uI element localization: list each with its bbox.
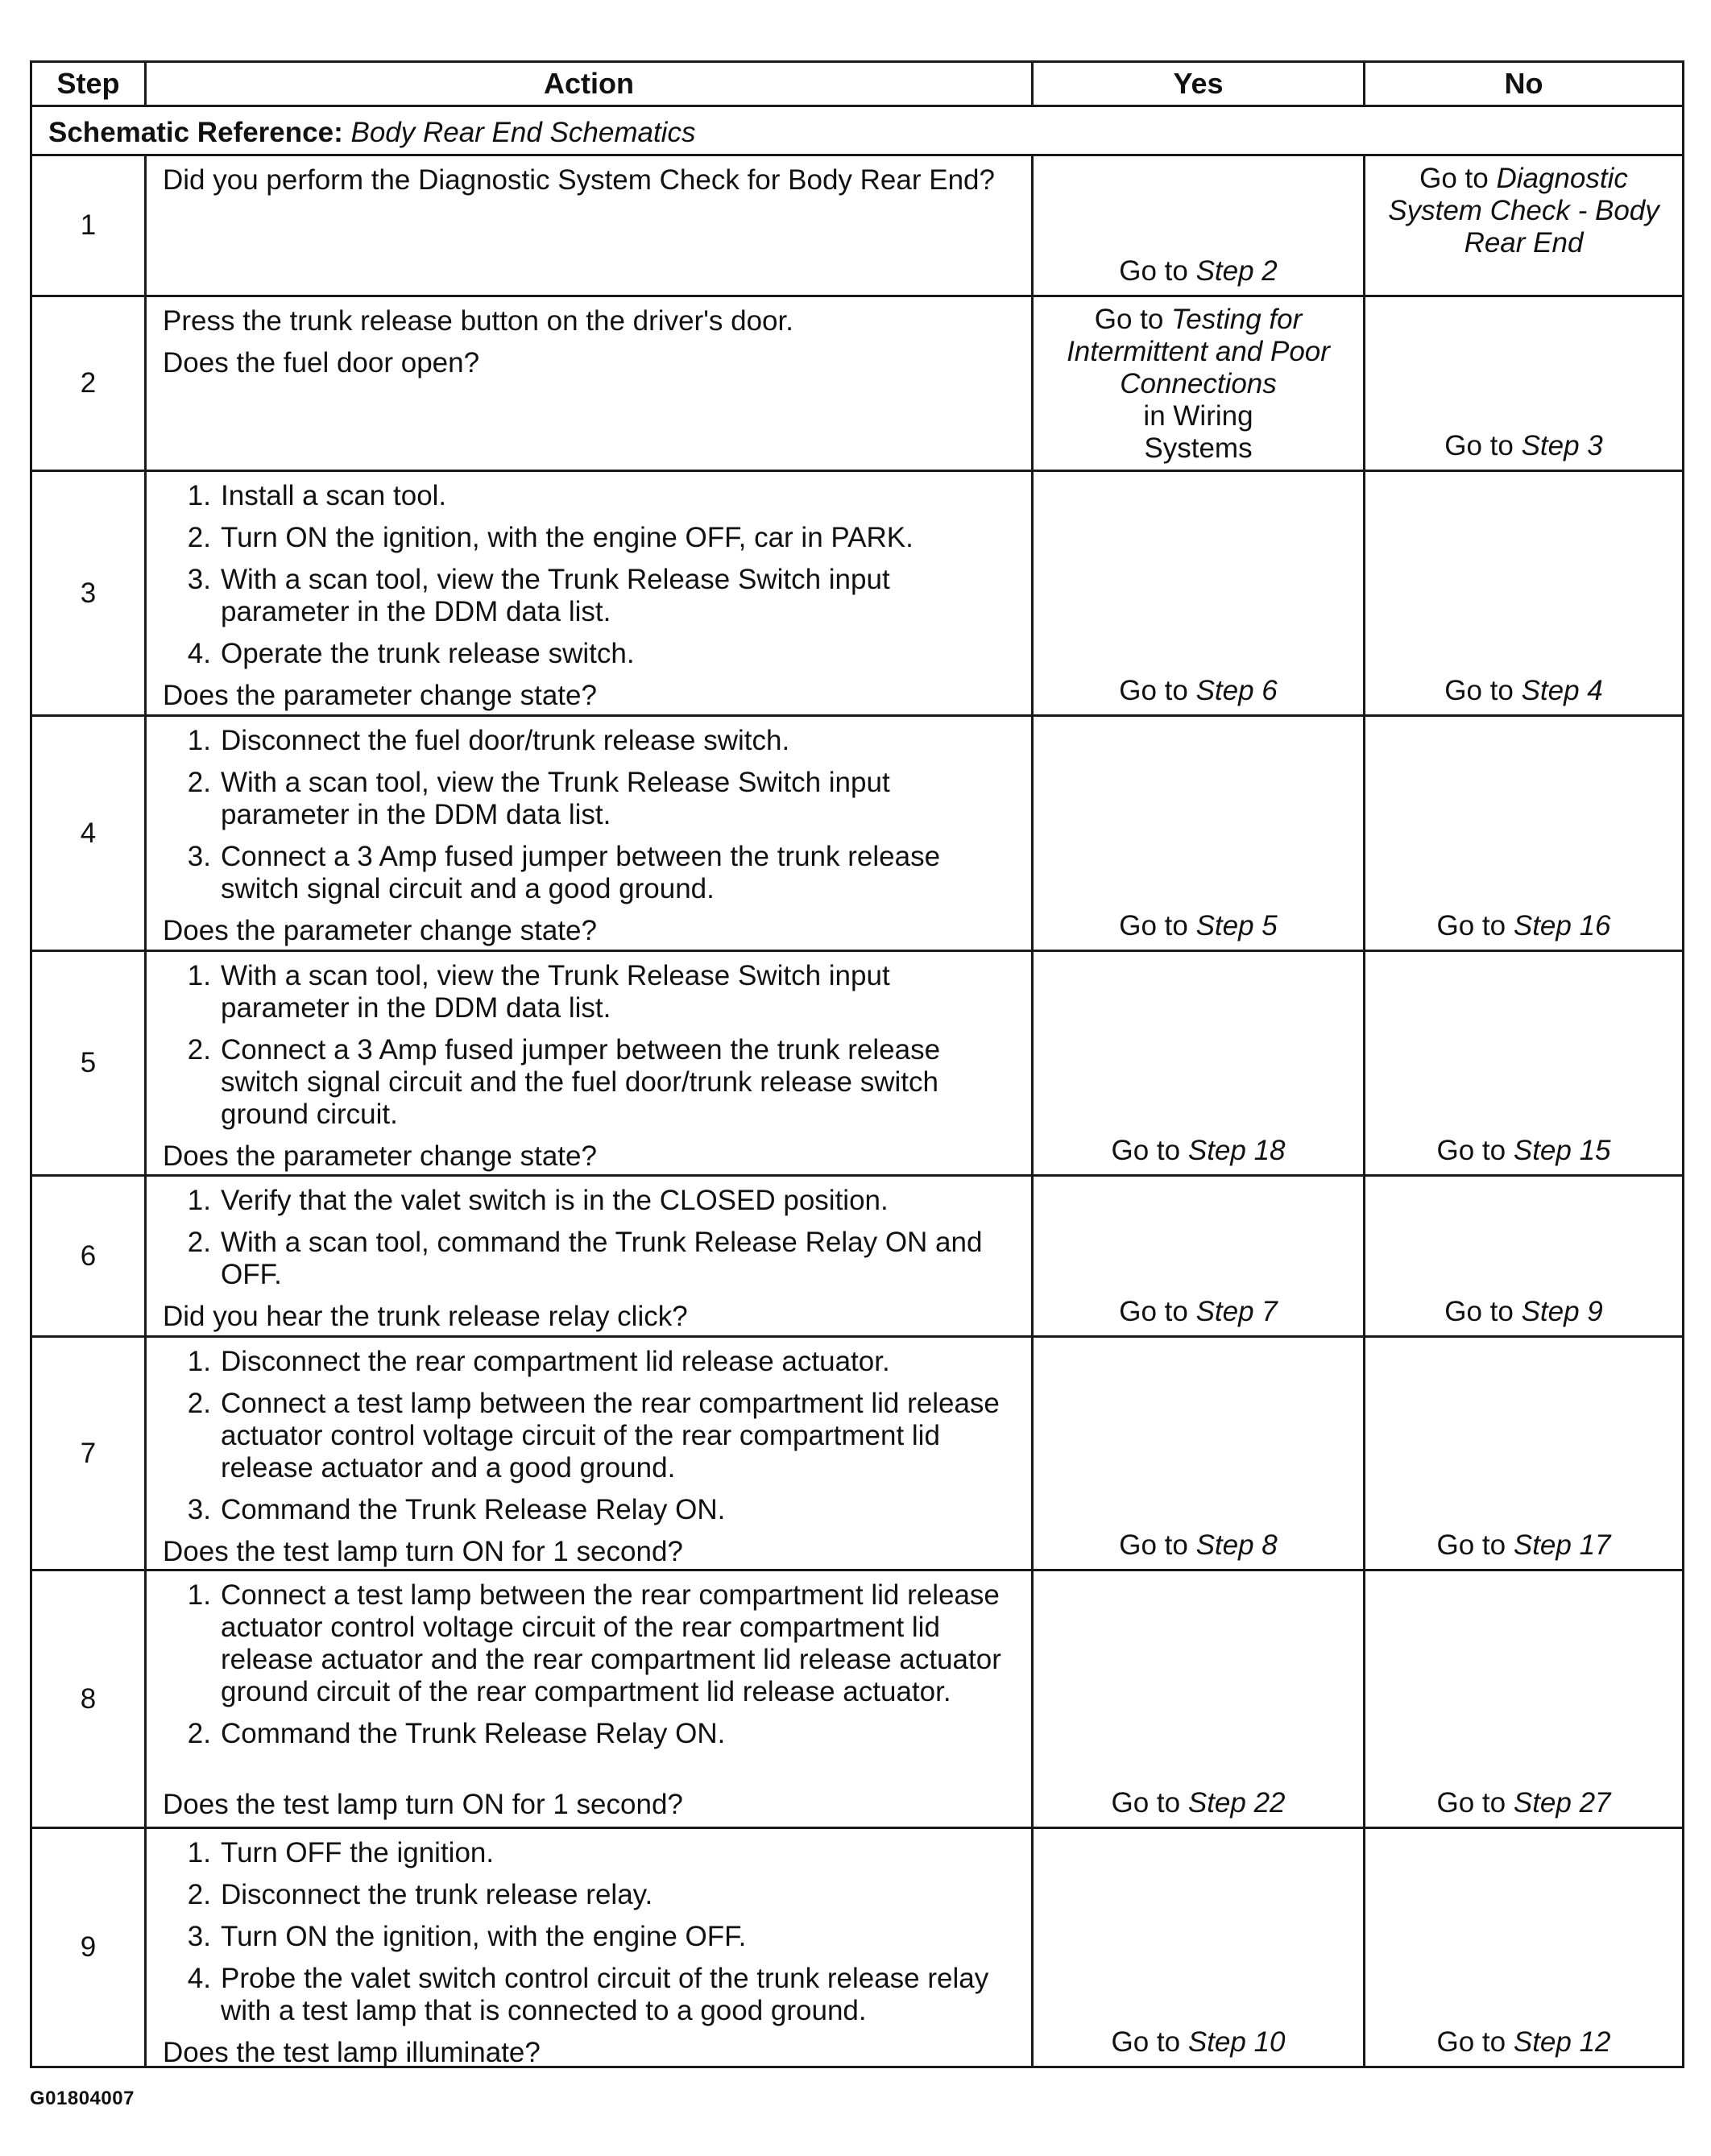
action-substep	[169, 1837, 1020, 1869]
no-outcome-cell	[1365, 1828, 1684, 2067]
yes-outcome-cell	[1033, 1828, 1365, 2067]
yes-outcome	[1042, 255, 1355, 288]
substep-text: Verify that the valet switch is in the CLOSED position.	[221, 1185, 889, 1216]
no-outcome-cell	[1365, 716, 1684, 951]
substep-text: Install a scan tool.	[221, 480, 447, 511]
goto-target-link[interactable]: Diagnostic System Check - Body Rear End	[1388, 163, 1659, 259]
action-substep	[169, 1185, 1020, 1217]
table-row	[31, 1828, 1684, 2067]
no-outcome	[1373, 2026, 1674, 2059]
action-substep	[169, 1579, 1020, 1708]
substep-text: Connect a 3 Amp fused jumper between the trunk release switch signal circuit and the fuel door/trunk release switch ground circuit.	[221, 1034, 941, 1130]
yes-outcome-cell	[1033, 1570, 1365, 1828]
no-outcome-cell	[1365, 1570, 1684, 1828]
action-substep	[169, 725, 1020, 757]
yes-outcome	[1042, 304, 1355, 465]
goto-target-link[interactable]: Step 4	[1521, 675, 1603, 706]
action-substep	[169, 638, 1020, 670]
no-outcome	[1373, 675, 1674, 707]
goto-target-link[interactable]: Step 8	[1195, 1529, 1278, 1561]
substep-text: With a scan tool, view the Trunk Release Switch input parameter in the DDM data list.	[221, 564, 890, 627]
substep-number: 4.	[187, 638, 211, 669]
table-header-row	[31, 62, 1684, 106]
yes-outcome	[1042, 1296, 1355, 1328]
goto-target-link[interactable]: Step 27	[1513, 1787, 1611, 1819]
goto-suffix: in Wiring Systems	[1143, 400, 1253, 464]
action-question: Does the parameter change state?	[163, 915, 597, 946]
action-cell	[146, 951, 1033, 1176]
table-row	[31, 1176, 1684, 1337]
substep-text: Operate the trunk release switch.	[221, 638, 635, 669]
no-outcome	[1373, 1296, 1674, 1328]
substep-text: With a scan tool, command the Trunk Release Relay ON and OFF.	[221, 1227, 983, 1290]
substep-text: Connect a test lamp between the rear compartment lid release actuator control voltage circuit of the rear compartment lid release actuator and a good ground.	[221, 1388, 1000, 1484]
action-substep	[169, 1963, 1020, 2027]
action-substep	[169, 841, 1020, 905]
no-outcome-cell	[1365, 951, 1684, 1176]
action-cell	[146, 1828, 1033, 2067]
action-cell	[146, 716, 1033, 951]
substep-number: 3.	[187, 1494, 211, 1525]
action-question: Does the test lamp turn ON for 1 second?	[163, 1789, 683, 1820]
action-question: Does the test lamp illuminate?	[163, 2037, 541, 2068]
substep-number: 1.	[187, 725, 211, 756]
goto-prefix: Go to	[1436, 2026, 1506, 2058]
goto-prefix: Go to	[1419, 163, 1489, 194]
substep-text: Turn ON the ignition, with the engine OFF, car in PARK.	[221, 522, 914, 553]
action-substep	[169, 767, 1020, 831]
goto-target-link[interactable]: Step 17	[1513, 1529, 1611, 1561]
substep-text: Command the Trunk Release Relay ON.	[221, 1718, 726, 1749]
action-substep	[169, 960, 1020, 1024]
no-outcome	[1373, 430, 1674, 462]
action-substep	[169, 1718, 1020, 1750]
goto-target-link[interactable]: Step 2	[1195, 255, 1278, 287]
substep-text: Connect a test lamp between the rear compartment lid release actuator control voltage circuit of the rear compartment lid release actuator and the rear compartment lid release actuator ground circuit of the rear compartment lid release actuator.	[221, 1579, 1001, 1707]
action-question: Does the parameter change state?	[163, 1140, 597, 1172]
substep-text: Turn ON the ignition, with the engine OFF.	[221, 1921, 747, 1952]
step-number: 4	[31, 716, 146, 951]
substep-number: 1.	[187, 960, 211, 991]
goto-target-link[interactable]: Step 5	[1195, 910, 1278, 941]
no-outcome-cell	[1365, 1176, 1684, 1337]
action-substep	[169, 1227, 1020, 1291]
step-number: 6	[31, 1176, 146, 1337]
table-row	[31, 951, 1684, 1176]
goto-prefix: Go to	[1444, 675, 1514, 706]
goto-prefix: Go to	[1444, 1296, 1514, 1327]
schematic-reference-link[interactable]: Body Rear End Schematics	[350, 117, 696, 148]
action-text: Did you perform the Diagnostic System Check for Body Rear End?	[163, 164, 995, 196]
yes-outcome	[1042, 2026, 1355, 2059]
goto-prefix: Go to	[1444, 430, 1514, 461]
goto-prefix: Go to	[1094, 304, 1164, 335]
action-substep	[169, 1388, 1020, 1484]
action-cell	[146, 1570, 1033, 1828]
goto-target-link[interactable]: Step 3	[1521, 430, 1603, 461]
substep-number: 2.	[187, 767, 211, 798]
no-outcome	[1373, 1135, 1674, 1167]
table-row	[31, 471, 1684, 716]
goto-prefix: Go to	[1436, 1529, 1506, 1561]
substep-text: Command the Trunk Release Relay ON.	[221, 1494, 726, 1525]
step-number: 3	[31, 471, 146, 716]
goto-prefix: Go to	[1119, 255, 1188, 287]
yes-outcome	[1042, 1787, 1355, 1819]
action-substep	[169, 1921, 1020, 1953]
action-cell	[146, 1337, 1033, 1570]
action-question: Does the parameter change state?	[163, 680, 597, 711]
action-cell	[146, 296, 1033, 471]
substep-number: 2.	[187, 1718, 211, 1749]
goto-prefix: Go to	[1111, 2026, 1181, 2058]
yes-outcome	[1042, 910, 1355, 942]
no-outcome-cell	[1365, 155, 1684, 296]
goto-target-link[interactable]: Step 6	[1195, 675, 1278, 706]
substep-text: With a scan tool, view the Trunk Release Switch input parameter in the DDM data list.	[221, 960, 890, 1024]
action-text: Does the fuel door open?	[163, 347, 480, 379]
substep-text: Connect a 3 Amp fused jumper between the trunk release switch signal circuit and a good ground.	[221, 841, 941, 904]
action-substep	[169, 1879, 1020, 1911]
step-number: 2	[31, 296, 146, 471]
goto-prefix: Go to	[1436, 910, 1506, 941]
figure-id: G01804007	[30, 2088, 135, 2109]
goto-target-link[interactable]: Step 15	[1513, 1135, 1611, 1166]
substep-text: Disconnect the trunk release relay.	[221, 1879, 653, 1910]
substep-number: 3.	[187, 564, 211, 595]
action-text: Press the trunk release button on the driver's door.	[163, 305, 793, 337]
substep-number: 1.	[187, 1837, 211, 1868]
yes-outcome-cell	[1033, 951, 1365, 1176]
table-row	[31, 716, 1684, 951]
header-no: No	[1365, 62, 1684, 106]
substep-text: Disconnect the fuel door/trunk release switch.	[221, 725, 790, 756]
goto-target-link[interactable]: Step 9	[1521, 1296, 1603, 1327]
step-number: 1	[31, 155, 146, 296]
goto-target-link[interactable]: Step 12	[1513, 2026, 1611, 2058]
table-row	[31, 1337, 1684, 1570]
goto-target-link[interactable]: Step 10	[1187, 2026, 1286, 2058]
substep-number: 1.	[187, 1346, 211, 1377]
no-outcome-cell	[1365, 471, 1684, 716]
table-row	[31, 296, 1684, 471]
substep-number: 4.	[187, 1963, 211, 1994]
substep-number: 1.	[187, 480, 211, 511]
yes-outcome	[1042, 1135, 1355, 1167]
step-number: 7	[31, 1337, 146, 1570]
goto-prefix: Go to	[1436, 1787, 1506, 1819]
yes-outcome-cell	[1033, 1176, 1365, 1337]
yes-outcome-cell	[1033, 1337, 1365, 1570]
goto-target-link[interactable]: Step 18	[1187, 1135, 1286, 1166]
header-yes: Yes	[1033, 62, 1365, 106]
goto-prefix: Go to	[1111, 1787, 1181, 1819]
schematic-reference-cell	[31, 106, 1684, 155]
action-question: Does the test lamp turn ON for 1 second?	[163, 1536, 683, 1567]
goto-target-link[interactable]: Step 7	[1195, 1296, 1278, 1327]
no-outcome-cell	[1365, 296, 1684, 471]
step-number: 5	[31, 951, 146, 1176]
step-number: 9	[31, 1828, 146, 2067]
no-outcome	[1373, 910, 1674, 942]
action-cell	[146, 1176, 1033, 1337]
goto-prefix: Go to	[1119, 910, 1188, 941]
table-row	[31, 1570, 1684, 1828]
substep-number: 1.	[187, 1185, 211, 1216]
substep-number: 1.	[187, 1579, 211, 1611]
goto-target-link[interactable]: Testing for Intermittent and Poor Connections	[1067, 304, 1330, 399]
yes-outcome-cell	[1033, 155, 1365, 296]
yes-outcome-cell	[1033, 471, 1365, 716]
schematic-reference-row	[31, 106, 1684, 155]
action-substep	[169, 480, 1020, 512]
header-action: Action	[146, 62, 1033, 106]
yes-outcome	[1042, 675, 1355, 707]
goto-target-link[interactable]: Step 22	[1187, 1787, 1286, 1819]
substep-number: 3.	[187, 841, 211, 872]
action-substep	[169, 1494, 1020, 1526]
action-question: Did you hear the trunk release relay click?	[163, 1301, 688, 1332]
action-substep	[169, 522, 1020, 554]
goto-prefix: Go to	[1119, 675, 1188, 706]
substep-number: 2.	[187, 1034, 211, 1066]
goto-prefix: Go to	[1111, 1135, 1181, 1166]
table-row	[31, 155, 1684, 296]
goto-prefix: Go to	[1436, 1135, 1506, 1166]
yes-outcome-cell	[1033, 716, 1365, 951]
no-outcome	[1373, 163, 1674, 259]
header-step: Step	[31, 62, 146, 106]
no-outcome-cell	[1365, 1337, 1684, 1570]
yes-outcome-cell	[1033, 296, 1365, 471]
goto-prefix: Go to	[1119, 1529, 1188, 1561]
schematic-reference-label: Schematic Reference:	[48, 117, 343, 148]
substep-text: Turn OFF the ignition.	[221, 1837, 495, 1868]
yes-outcome	[1042, 1529, 1355, 1562]
action-substep	[169, 1034, 1020, 1131]
action-cell	[146, 471, 1033, 716]
action-substep	[169, 1346, 1020, 1378]
substep-number: 2.	[187, 522, 211, 553]
substep-text: With a scan tool, view the Trunk Release Switch input parameter in the DDM data list.	[221, 767, 890, 830]
no-outcome	[1373, 1529, 1674, 1562]
substep-text: Probe the valet switch control circuit of the trunk release relay with a test lamp that is connected to a good ground.	[221, 1963, 989, 2026]
substep-number: 2.	[187, 1227, 211, 1258]
substep-number: 2.	[187, 1388, 211, 1419]
goto-prefix: Go to	[1119, 1296, 1188, 1327]
action-substep	[169, 564, 1020, 628]
goto-target-link[interactable]: Step 16	[1513, 910, 1611, 941]
no-outcome	[1373, 1787, 1674, 1819]
diagnostic-table	[30, 60, 1684, 2068]
substep-number: 3.	[187, 1921, 211, 1952]
substep-text: Disconnect the rear compartment lid release actuator.	[221, 1346, 890, 1377]
substep-number: 2.	[187, 1879, 211, 1910]
step-number: 8	[31, 1570, 146, 1828]
action-cell	[146, 155, 1033, 296]
